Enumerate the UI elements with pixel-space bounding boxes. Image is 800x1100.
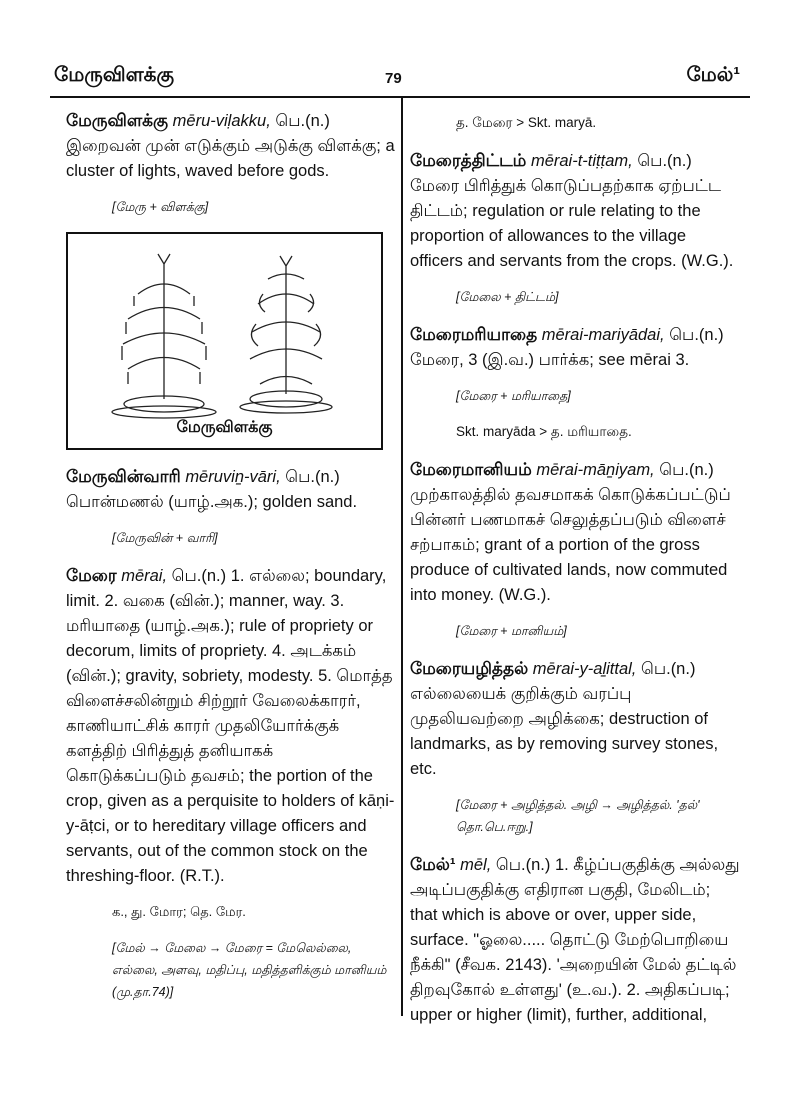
entry-meraimariyadai	[410, 322, 740, 373]
etymology: [மேருவின் + வாரி]	[112, 531, 218, 545]
part-of-speech: பெ.(n.)	[275, 112, 330, 130]
sanskrit-note: த. மேரை > Skt. maryā.	[456, 115, 597, 130]
transliteration: mērai,	[121, 567, 168, 585]
headword: மேரையழித்தல்	[410, 659, 529, 678]
entry-meraiyalittal	[410, 656, 740, 782]
definition: பொன்மணல் (யாழ்.அக.); golden sand.	[66, 493, 358, 511]
definition: மேரை, 3 (இ.வ.) பார்க்க; see mērai 3.	[410, 351, 690, 369]
transliteration: mērai-mariyādai,	[541, 326, 665, 344]
headword: மேருவிளக்கு	[66, 111, 169, 130]
part-of-speech: பெ.(n.)	[285, 468, 340, 486]
transliteration: mērai-t-tiṭṭam,	[530, 152, 633, 170]
definition: மேரை பிரித்துக் கொடுப்பதற்காக ஏற்பட்ட திட்டம்; regulation or rule relating to the proportion of allowances to the village officers and servants from the crops. (W.G.).	[410, 177, 734, 270]
part-of-speech: பெ.(n.)	[669, 326, 724, 344]
part-of-speech: பெ.(n.)	[171, 567, 227, 585]
definition: 1. கீழ்ப்பகுதிக்கு அல்லது அடிப்பகுதிக்கு எதிரான பகுதி, மேலிடம்; that which is above or over, upper side, surface. "ஓலை..... தொட்டு மேற்பொறியை நீக்கி" (சீவக. 2143). 'அறையின் மேல் தட்டில் திறவுகோல் உள்ளது' (உ.வ.). 2. அதிகப்படி; upper or higher (limit), further, additional,	[410, 856, 740, 1024]
entry-meraittittam	[410, 148, 740, 274]
headword: மேரைத்திட்டம்	[410, 151, 527, 170]
lamp-illustration	[66, 232, 383, 450]
definition: முற்காலத்தில் தவசமாகக் கொடுக்கப்பட்டுப் பின்னர் பணமாகச் செலுத்தப்படும் விளைச் சற்பாகம்; grant of a portion of the gross produce of cultivated lands, now commuted into money. (W.G.).	[410, 486, 731, 604]
etymology: [மேரை + அழித்தல். அழி → அழித்தல். 'தல்' தொ.பெ.ஈறு.]	[456, 798, 700, 834]
entry-meruvinvari	[66, 464, 398, 515]
headword: மேரை	[66, 566, 117, 585]
cognates: க., து. மோர; தெ. மேர.	[112, 904, 246, 919]
running-head-right: மேல்¹	[686, 64, 740, 86]
transliteration: mērai-y-aḻittal,	[532, 660, 637, 678]
definition: 1. எல்லை; boundary, limit. 2. வகை (வின்.); manner, way. 3. மரியாதை (யாழ்.அக.); rule of propriety or decorum, limits of propriety. 4. அடக்கம் (வின்.); gravity, sobriety, modesty. 5. மொத்த விளைச்சலின்றும் சிற்றூர் வேலைக்காரர், காணியாட்சிக் காரர் முதலியோர்க்குக் களத்திற் பிரித்துத் தனியாகக் கொடுக்கப்படும் தவசம்; the portion of the crop, given as a perquisite to holders of kāṇi-y-āṭci, or to hereditary village officers and servants, out of the common stock on the threshing-floor. (R.T.).	[66, 567, 395, 885]
part-of-speech: பெ.(n.)	[495, 856, 551, 874]
transliteration: mērai-māṉiyam,	[536, 461, 655, 479]
header-rule	[50, 96, 750, 98]
part-of-speech: பெ.(n.)	[659, 461, 714, 479]
headword: மேரைமானியம்	[410, 460, 532, 479]
part-of-speech: பெ.(n.)	[640, 660, 696, 678]
running-head-left: மேருவிளக்கு	[54, 64, 175, 86]
left-column	[66, 108, 398, 1017]
definition: இறைவன் முன் எடுக்கும் அடுக்கு விளக்கு; a cluster of lights, waved before gods.	[66, 137, 395, 180]
entry-meraimaniyam	[410, 457, 740, 608]
page-number: 79	[385, 70, 402, 87]
etymology: [மேல் → மேலை → மேரை = மேலெல்லை, எல்லை, அளவு, மதிப்பு, மதித்தளிக்கும் மானியம் (மு.தா.74)]	[112, 941, 387, 999]
definition: எல்லையைக் குறிக்கும் வரப்பு முதலியவற்றை அழிக்கை; destruction of landmarks, as by removing survey stones, etc.	[410, 685, 719, 778]
sanskrit-note: Skt. maryāda > த. மரியாதை.	[456, 424, 632, 439]
etymology: [மேரை + மரியாதை]	[456, 389, 571, 403]
headword: மேல்¹	[410, 855, 456, 874]
headword: மேருவின்வாரி	[66, 467, 181, 486]
transliteration: mēru-viḷakku,	[172, 112, 271, 130]
column-divider	[401, 96, 403, 1016]
transliteration: mēl,	[460, 856, 492, 874]
figure-caption: மேருவிளக்கு	[176, 419, 273, 436]
etymology: [மேரை + மானியம்]	[456, 624, 567, 638]
etymology: [மேலை + திட்டம்]	[456, 290, 559, 304]
entry-meruvilakku	[66, 108, 398, 184]
headword: மேரைமரியாதை	[410, 325, 538, 344]
etymology: [மேரு + விளக்கு]	[112, 200, 209, 214]
part-of-speech: பெ.(n.)	[637, 152, 692, 170]
entry-mel1	[410, 852, 740, 1028]
right-column	[410, 108, 740, 1040]
transliteration: mēruviṉ-vāri,	[185, 468, 281, 486]
entry-merai	[66, 563, 398, 889]
lamp-drawing	[68, 234, 381, 448]
